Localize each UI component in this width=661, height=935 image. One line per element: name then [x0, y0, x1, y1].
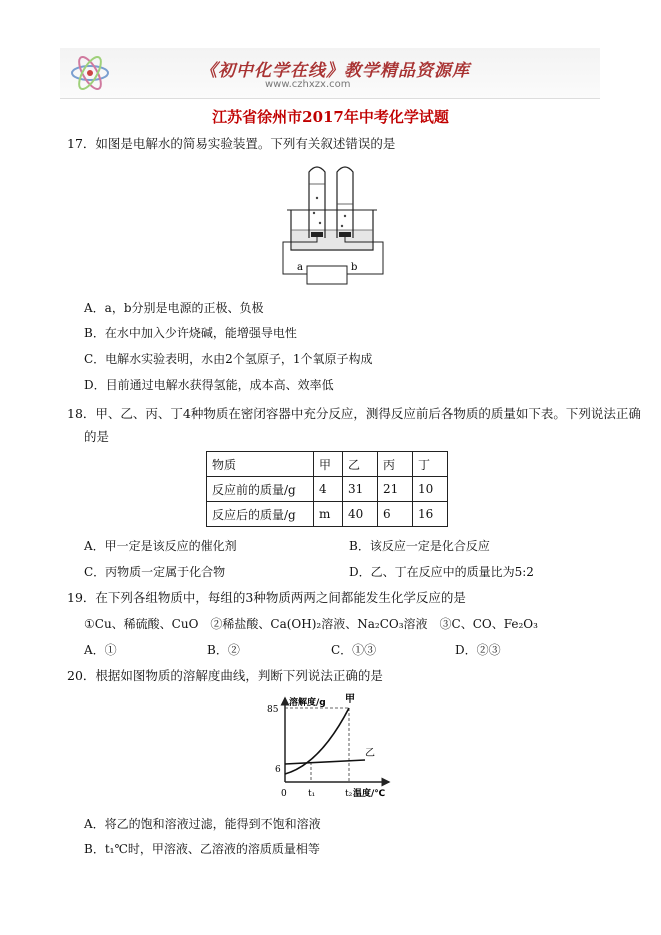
- q17-option-a[interactable]: A．a，b分别是电源的正极、负极: [84, 301, 264, 315]
- q20-option-b[interactable]: B．t₁℃时，甲溶液、乙溶液的溶质质量相等: [84, 842, 320, 856]
- q19-answer-d[interactable]: D．②③: [455, 643, 501, 657]
- label-b: b: [351, 262, 358, 273]
- q20-option-a[interactable]: A．将乙的饱和溶液过滤，能得到不饱和溶液: [84, 817, 321, 831]
- table-cell: 40: [343, 502, 378, 527]
- y-axis-label: 溶解度/g: [289, 698, 326, 708]
- table-cell: 反应后的质量/g: [207, 502, 314, 527]
- t1-label: t₁: [308, 789, 316, 799]
- table-cell: 21: [378, 477, 413, 502]
- t2-label: t₂: [345, 789, 353, 799]
- table-cell: 4: [314, 477, 343, 502]
- q18-option-b[interactable]: B．该反应一定是化合反应: [349, 539, 490, 553]
- q18-stem-line2: 的是: [84, 429, 110, 444]
- table-cell: 31: [343, 477, 378, 502]
- q17-option-c[interactable]: C．电解水实验表明，水由2个氢原子，1个氧原子构成: [84, 352, 373, 366]
- q20-stem: 20．根据如图物质的溶解度曲线，判断下列说法正确的是: [67, 668, 383, 683]
- table-row: [207, 477, 448, 502]
- table-cell: 反应前的质量/g: [207, 477, 314, 502]
- q17-option-d[interactable]: D．目前通过电解水获得氢能，成本高、效率低: [84, 378, 334, 392]
- table-cell: 6: [378, 502, 413, 527]
- table-cell: 甲: [314, 452, 343, 477]
- q19-answer-a[interactable]: A．①: [84, 643, 117, 657]
- table-cell: m: [314, 502, 343, 527]
- page-title: 江苏省徐州市2017年中考化学试题: [212, 108, 449, 126]
- label-a: a: [297, 262, 303, 273]
- mass-table: [206, 451, 448, 527]
- origin-label: 0: [281, 789, 287, 799]
- curve-label-jia: 甲: [345, 694, 355, 705]
- table-cell: 乙: [343, 452, 378, 477]
- q18-stem-line1: 18．甲、乙、丙、丁4种物质在密闭容器中充分反应，测得反应前后各物质的质量如下表。下列说法正确: [67, 406, 641, 421]
- banner-url: www.czhxzx.com: [265, 79, 351, 90]
- table-cell: 10: [413, 477, 448, 502]
- q18-option-d[interactable]: D．乙、丁在反应中的质量比为5:2: [349, 565, 534, 579]
- table-header-row: [207, 452, 448, 477]
- x-axis-label: 温度/℃: [353, 789, 386, 799]
- q19-answer-b[interactable]: B．②: [207, 643, 240, 657]
- table-cell: 16: [413, 502, 448, 527]
- q19-answer-c[interactable]: C．①③: [331, 643, 377, 657]
- table-cell: 丙: [378, 452, 413, 477]
- electrolysis-apparatus-figure: [277, 158, 389, 286]
- q18-option-c[interactable]: C．丙物质一定属于化合物: [84, 565, 226, 579]
- q17-option-b[interactable]: B．在水中加入少许烧碱，能增强导电性: [84, 326, 297, 340]
- table-cell: 丁: [413, 452, 448, 477]
- y-tick-85: 85: [267, 705, 279, 715]
- y-tick-6: 6: [275, 765, 281, 775]
- q18-option-a[interactable]: A．甲一定是该反应的催化剂: [84, 539, 237, 553]
- table-cell: 物质: [207, 452, 314, 477]
- q19-groups: ①Cu、稀硫酸、CuO ②稀盐酸、Ca(OH)₂溶液、Na₂CO₃溶液 ③C、CO、Fe₂O₃: [84, 617, 538, 631]
- q17-stem: 17．如图是电解水的简易实验装置。下列有关叙述错误的是: [67, 136, 396, 151]
- banner-title: 《初中化学在线》教学精品资源库: [200, 61, 470, 81]
- atom-logo-icon: [68, 52, 112, 94]
- curve-label-yi: 乙: [365, 748, 375, 759]
- header-banner: [60, 48, 600, 99]
- q19-stem: 19．在下列各组物质中，每组的3种物质两两之间都能发生化学反应的是: [67, 590, 466, 605]
- solubility-curve-figure: [265, 692, 395, 804]
- table-row: [207, 502, 448, 527]
